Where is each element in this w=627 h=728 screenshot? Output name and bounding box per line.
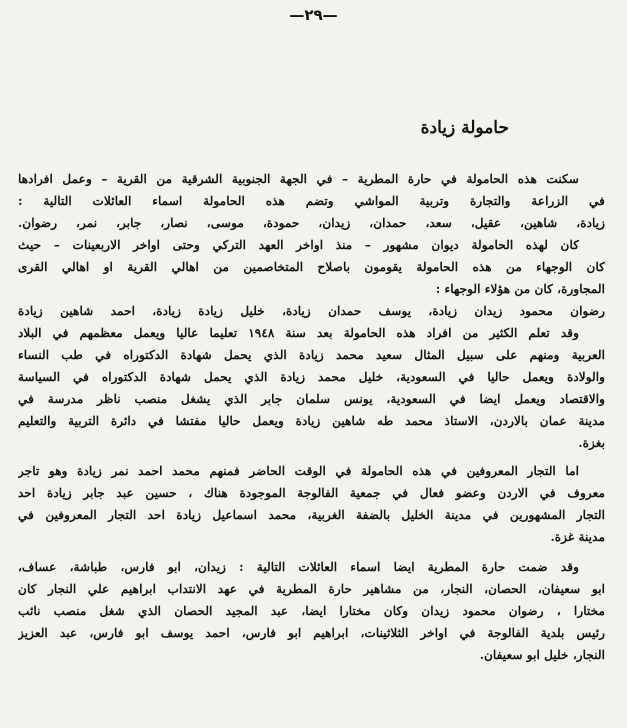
text-line: اما التجار المعروفين في هذه الحامولة في الوقت الحاضر فمنهم محمد احمد نمر زيادة وهو تاجر xyxy=(18,464,579,478)
text-line: سكنت هذه الحامولة في حارة المطرية – في الجهة الجنوبية الشرقية من القرية – وعمل افرادها xyxy=(18,172,579,186)
text-line: مدينة عمان بالاردن، الاستاذ محمد طه شاهين زيادة ويعمل حاليا مفتشا في دائرة التربية والتعليم xyxy=(18,414,605,428)
text-line: في الزراعة والتجارة وتربية المواشي وتضم هذه الحامولة اسماء العائلات التالية : xyxy=(18,194,605,208)
text-line: وقد ضمت حارة المطرية ايضا اسماء العائلات التالية : زيدان، ابو فارس، طباشة، عساف، xyxy=(18,560,579,574)
text-line: كان الوجهاء من هذه الحامولة يقومون باصلاح المتخاصمين من اهالي القرية او اهالي القرى xyxy=(18,260,605,274)
text-line: التجار المشهورين في مدينة الخليل بالضفة الغربية، محمد اسماعيل زيادة احد التجار المعروفين في xyxy=(18,508,605,522)
text-line: معروف في الاردن وعضو فعال في جمعية الفالوجة الموجودة هناك ، حسين عبد جابر زيادة احد xyxy=(18,486,605,500)
text-line: والاقتصاد ويعمل ايضا في السعودية، يونس سلمان جابر الذي يشغل منصب ناظر مدرسة في xyxy=(18,392,605,406)
text-line: المجاورة، كان من هؤلاء الوجهاء : xyxy=(435,282,605,296)
text-line: كان لهذه الحامولة ديوان مشهور – منذ اواخر العهد التركي وحتى اواخر الاربعينات – حيث xyxy=(18,238,579,252)
text-line: وقد تعلم الكثير من افراد هذه الحامولة بعد سنة ١٩٤٨ تعليما عاليا ويعمل معظمهم في البلاد xyxy=(18,326,579,340)
section-title: حامولة زيادة xyxy=(420,118,509,138)
text-line: بغزة. xyxy=(578,436,605,450)
text-line: العربية ومنهم على سبيل المثال سعيد محمد زيادة الذي يحمل شهادة الدكتوراه في طب النساء xyxy=(18,348,605,362)
text-line: النجار، خليل ابو سعيفان. xyxy=(479,648,605,662)
page-number: —٢٩— xyxy=(289,6,338,24)
text-line: رضوان محمود زيدان زيادة، يوسف حمدان زيادة، خليل زيادة زيادة، احمد شاهين زيادة xyxy=(18,304,605,318)
text-line: زيادة، شاهين، عقيل، سعد، حمدان، زيدان، حمودة، موسى، نصار، جابر، نمر، رضوان. xyxy=(18,216,605,230)
text-line: مختارا ، رضوان محمود زيدان وكان مختارا ايضا، عبد المجيد الحصان الذي شغل منصب نائب xyxy=(18,604,605,618)
text-line: مدينة غزة. xyxy=(550,530,605,544)
text-line: رئيس بلدية الفالوجة في اواخر الثلاثينات، ابراهيم ابو فارس، احمد يوسف ابو فارس، عبد العزيز xyxy=(18,626,605,640)
text-line: والولادة ويعمل حاليا في السعودية، خليل محمد زيادة الذي يحمل شهادة الدكتوراه في السياسة xyxy=(18,370,605,384)
text-line: ابو سعيفان، الحصان، النجار، من مشاهير حارة المطرية في عهد الانتداب ابراهيم علي النجار كان xyxy=(18,582,605,596)
